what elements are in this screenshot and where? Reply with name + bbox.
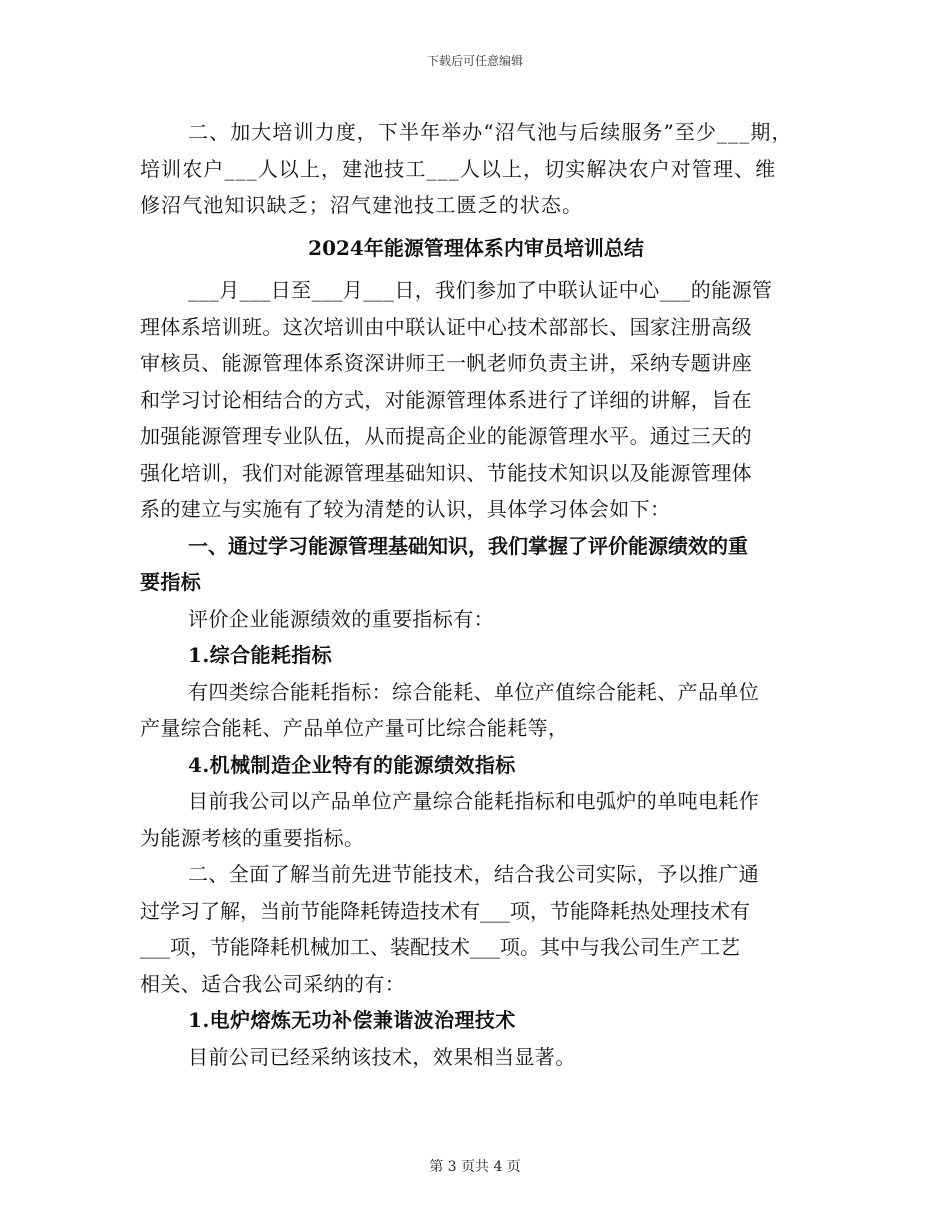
body-line-5: 加强能源管理专业队伍，从而提高企业的能源管理水平。通过三天的 xyxy=(140,424,752,448)
item1-heading: 1.综合能耗指标 xyxy=(188,643,333,667)
body-line-4: 和学习讨论相结合的方式，对能源管理体系进行了详细的讲解，旨在 xyxy=(140,387,752,412)
page-header: 下载后可任意编辑 xyxy=(426,54,523,68)
body-line-3: 审核员、能源管理体系资深讲师王一帆老师负责主讲，采纳专题讲座 xyxy=(140,351,752,375)
intro-line-1: 二、加大培训力度，下半年举办“沼气池与后续服务”至少___期， xyxy=(188,120,793,144)
section2-line-2: 过学习了解，当前节能降耗铸造技术有___项，节能降耗热处理技术有 xyxy=(140,898,750,923)
item1-line-1: 有四类综合能耗指标：综合能耗、单位产值综合能耗、产品单位 xyxy=(188,679,760,704)
document-body xyxy=(140,114,812,1075)
item1-line-2: 产量综合能耗、产品单位产量可比综合能耗等， xyxy=(140,716,569,740)
item4-line-2: 为能源考核的重要指标。 xyxy=(140,825,365,850)
section2-item-heading: 1.电炉熔炼无功补偿兼谐波治理技术 xyxy=(188,1008,516,1032)
body-line-1: ___月___日至___月___日，我们参加了中联认证中心___的能源管 xyxy=(188,278,773,302)
section1-heading-line-1: 一、通过学习能源管理基础知识，我们掌握了评价能源绩效的重 xyxy=(188,533,748,558)
section2-line-3: ___项，节能降耗机械加工、装配技术___项。其中与我公司生产工艺 xyxy=(140,935,740,959)
body-line-6: 强化培训，我们对能源管理基础知识、节能技术知识以及能源管理体 xyxy=(140,460,752,485)
section2-line-1: 二、全面了解当前先进节能技术，结合我公司实际，予以推广通 xyxy=(188,862,760,886)
section2-line-4: 相关、适合我公司采纳的有： xyxy=(140,971,406,996)
section1-heading-line-2: 要指标 xyxy=(140,570,202,594)
item4-line-1: 目前我公司以产品单位产量综合能耗指标和电弧炉的单吨电耗作 xyxy=(188,789,760,813)
section2-item-text: 目前公司已经采纳该技术，效果相当显著。 xyxy=(188,1044,576,1069)
document-title: 2024年能源管理体系内审员培训总结 xyxy=(308,235,644,260)
body-line-7: 系的建立与实施有了较为清楚的认识，具体学习体会如下： xyxy=(140,497,671,521)
item4-heading: 4.机械制造企业特有的能源绩效指标 xyxy=(188,752,516,777)
page-footer: 第 3 页共 4 页 xyxy=(429,1159,521,1175)
intro-line-2: 培训农户___人以上，建池技工___人以上，切实解决农户对管理、维 xyxy=(140,156,777,181)
body-line-2: 理体系培训班。这次培训由中联认证中心技术部部长、国家注册高级 xyxy=(140,314,752,339)
intro-line-3: 修沼气池知识缺乏；沼气建池技工匮乏的状态。 xyxy=(140,193,584,217)
section1-text: 评价企业能源绩效的重要指标有： xyxy=(188,606,494,631)
